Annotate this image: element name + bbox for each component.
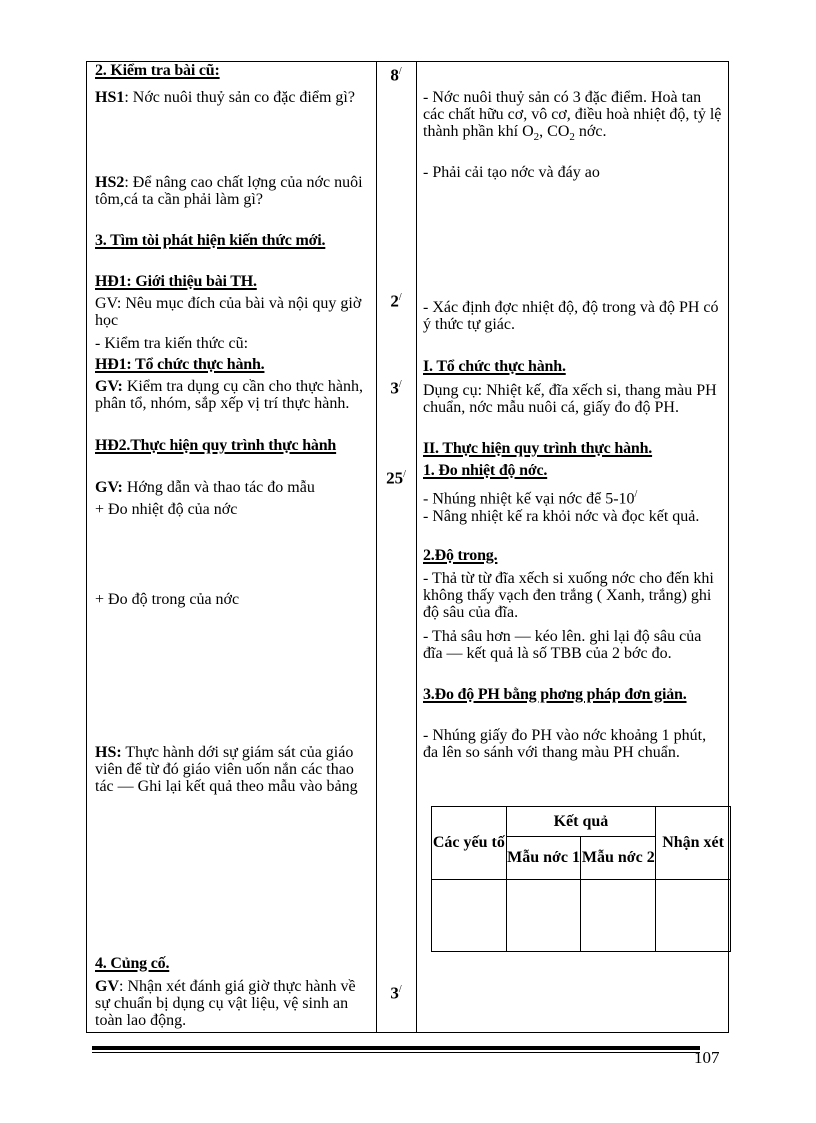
lesson-table — [86, 61, 729, 1033]
time-3: 3/ — [390, 378, 402, 398]
time-column — [377, 62, 416, 1032]
section-4-heading: 4. Củng cố. — [95, 955, 170, 972]
time-8: 8/ — [390, 65, 402, 85]
hd1-organize-heading: HĐ1: Tổ chức thực hành. — [95, 356, 265, 373]
hd1-intro-heading: HĐ1: Giới thiệu bài TH. — [95, 273, 257, 290]
table-cell — [656, 880, 731, 952]
procedure-heading: II. Thực hiện quy trình thực hành. — [423, 440, 653, 457]
column-divider — [416, 62, 417, 1032]
time-3b: 3/ — [390, 983, 402, 1003]
lesson-goal: - Xác định đợc nhiệt độ, độ trong và độ PH có ý thức tự giác. — [423, 299, 719, 333]
temperature-step-1: - Nhúng nhiệt kế vại nớc để 5-10/ — [423, 489, 638, 508]
clarity-step-1: - Thả từ từ đĩa xếch si xuống nớc cho đến khi không thấy vạch đen trắng ( Xanh, trắng) ghi độ sâu của đĩa. — [423, 570, 714, 621]
footer-rule — [92, 1046, 700, 1050]
measure-clarity: + Đo độ trong của nớc — [95, 591, 240, 608]
hs-practice: HS: Thực hành dới sự giám sát của giáo viên để từ đó giáo viên uốn nắn các thao tác — Ghi lại kết quả theo mẫu vào bảng — [95, 744, 358, 795]
section-3-heading: 3. Tìm tòi phát hiện kiến thức mới. — [95, 232, 326, 249]
footer-rule-thin — [92, 1052, 700, 1053]
hs1-question: HS1: Nớc nuôi thuỷ sản co đặc điểm gì? — [95, 89, 355, 106]
left-column — [95, 62, 369, 1032]
gv-check-tools: GV: Kiểm tra dụng cụ cần cho thực hành, phân tổ, nhóm, sắp xếp vị trí thực hành. — [95, 378, 364, 412]
right-column — [423, 62, 723, 1032]
table-cell — [581, 880, 656, 952]
hs2-question: HS2: Để nâng cao chất lợng của nớc nuôi tôm,cá ta cần phải làm gì? — [95, 174, 363, 208]
table-cell — [432, 880, 507, 952]
organize-heading: I. Tổ chức thực hành. — [423, 358, 566, 375]
header-sample-2: Mẫu nớc 2 — [581, 837, 656, 880]
measure-temperature: + Đo nhiệt độ của nớc — [95, 501, 238, 518]
gv-demo: GV: Hớng dẫn và thao tác đo mẫu — [95, 479, 315, 496]
hd2-heading: HĐ2.Thực hiện quy trình thực hành — [95, 437, 337, 454]
results-table — [431, 806, 731, 952]
header-remark: Nhận xét — [656, 807, 731, 880]
gv-summary: GV: Nhận xét đánh giá giờ thực hành về sự chuẩn bị dụng cụ vật liệu, vệ sinh an toàn lao động. — [95, 978, 356, 1029]
answer-1: - Nớc nuôi thuỷ sản có 3 đặc điểm. Hoà tan các chất hữu cơ, vô cơ, điều hoà nhiệt độ, tỷ lệ thành phần khí $O_2$, $CO_2$ nớc. — [423, 89, 722, 144]
page-number: 107 — [694, 1048, 720, 1067]
header-result: Kết quả — [506, 807, 655, 837]
section-2-heading: 2. Kiểm tra bài cũ: — [95, 62, 220, 79]
review-item: - Kiểm tra kiến thức cũ: — [95, 335, 249, 352]
clarity-step-2: - Thả sâu hơn — kéo lên. ghi lại độ sâu của đĩa — kết quả là số TBB của 2 bớc đo. — [423, 628, 702, 662]
temperature-heading: 1. Đo nhiệt độ nớc. — [423, 462, 548, 479]
tools-list: Dụng cụ: Nhiệt kế, đĩa xếch si, thang màu PH chuẩn, nớc mẫu nuôi cá, giấy đo độ PH. — [423, 382, 717, 416]
temperature-step-2: - Nâng nhiệt kế ra khỏi nớc và đọc kết quả. — [423, 508, 700, 525]
answer-2: - Phải cải tạo nớc và đáy ao — [423, 164, 600, 181]
header-sample-1: Mẫu nớc 1 — [506, 837, 581, 880]
header-factors: Các yếu tố — [432, 807, 507, 880]
ph-step-1: - Nhúng giấy đo PH vào nớc khoảng 1 phút, đa lên so sánh với thang màu PH chuẩn. — [423, 727, 707, 761]
clarity-heading: 2.Độ trong. — [423, 547, 498, 564]
gv-objective: GV: Nêu mục đích của bài và nội quy giờ học — [95, 295, 362, 329]
table-cell — [506, 880, 581, 952]
ph-heading: 3.Đo độ PH bằng phơng pháp đơn giản. — [423, 686, 687, 703]
time-2: 2/ — [390, 291, 402, 311]
time-25: 25/ — [386, 468, 406, 488]
